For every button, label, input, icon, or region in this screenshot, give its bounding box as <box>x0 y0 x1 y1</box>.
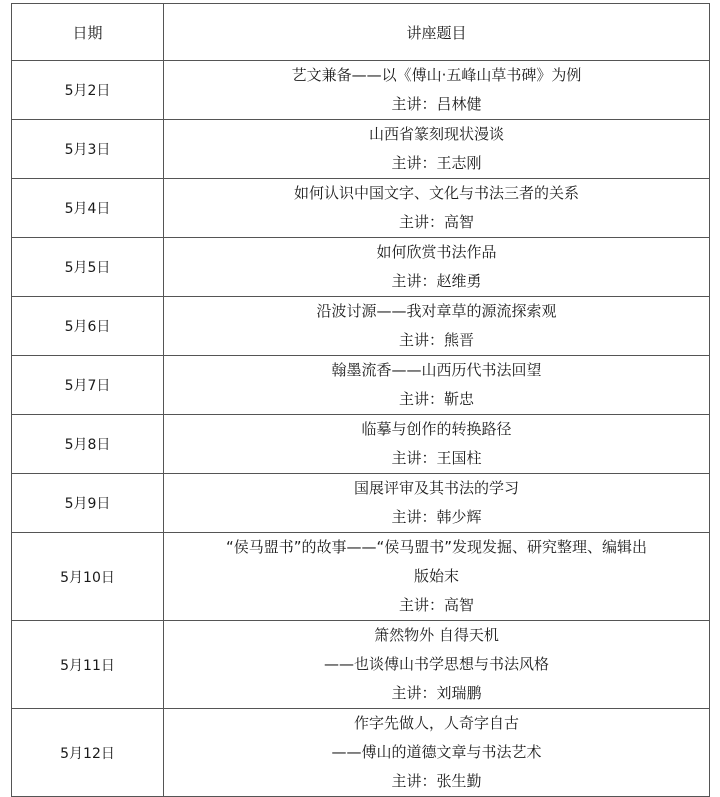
table-row <box>12 238 710 297</box>
title-cell <box>164 356 710 415</box>
header-title: 讲座题目 <box>164 4 710 61</box>
lecture-title-continued: 版始末 <box>413 567 459 585</box>
title-cell <box>164 474 710 533</box>
lecturer: 主讲：高智 <box>398 596 474 614</box>
lecture-subtitle: ——傅山的道德文章与书法艺术 <box>331 743 542 761</box>
lecturer: 主讲：韩少辉 <box>391 508 482 526</box>
date-cell: 5月8日 <box>12 415 164 474</box>
date-cell: 5月5日 <box>12 238 164 297</box>
lecture-title: “侯马盟书”的故事——“侯马盟书”发现发掘、研究整理、编辑出 <box>225 538 648 556</box>
table-row <box>12 61 710 120</box>
title-cell <box>164 621 710 709</box>
lecture-title: 作字先做人，人奇字自古 <box>353 714 519 732</box>
lecturer: 主讲：高智 <box>398 213 474 231</box>
title-cell <box>164 297 710 356</box>
title-cell <box>164 415 710 474</box>
table-row <box>12 297 710 356</box>
lecture-title: 如何欣赏书法作品 <box>376 243 497 261</box>
title-cell <box>164 533 710 621</box>
lecture-title: 沿波讨源——我对章草的源流探索观 <box>316 302 557 320</box>
table-row <box>12 621 710 709</box>
date-cell: 5月9日 <box>12 474 164 533</box>
table-row <box>12 415 710 474</box>
lecturer: 主讲：王国柱 <box>391 449 482 467</box>
date-cell: 5月2日 <box>12 61 164 120</box>
title-cell <box>164 709 710 797</box>
table-row <box>12 120 710 179</box>
lecturer: 主讲：刘瑞鹏 <box>391 684 482 702</box>
lecture-title: 国展评审及其书法的学习 <box>353 479 519 497</box>
header-date: 日期 <box>12 4 164 61</box>
title-cell <box>164 238 710 297</box>
table-row <box>12 474 710 533</box>
header-row <box>12 4 710 61</box>
table-row <box>12 709 710 797</box>
lecturer: 主讲：靳忠 <box>398 390 474 408</box>
lecturer: 主讲：赵维勇 <box>391 272 482 290</box>
lecture-title: 翰墨流香——山西历代书法回望 <box>331 361 542 379</box>
lecturer: 主讲：张生勤 <box>391 772 482 790</box>
title-cell <box>164 120 710 179</box>
date-cell: 5月10日 <box>12 533 164 621</box>
lecture-title: 箫然物外 自得天机 <box>374 626 499 644</box>
lecturer: 主讲：吕林健 <box>391 95 482 113</box>
lecture-title: 如何认识中国文字、文化与书法三者的关系 <box>293 184 579 202</box>
lecture-title: 山西省篆刻现状漫谈 <box>368 125 504 143</box>
date-cell: 5月6日 <box>12 297 164 356</box>
lecture-schedule-table <box>11 3 710 797</box>
lecture-subtitle: ——也谈傅山书学思想与书法风格 <box>323 655 549 673</box>
date-cell: 5月4日 <box>12 179 164 238</box>
title-cell <box>164 61 710 120</box>
date-cell: 5月7日 <box>12 356 164 415</box>
table-row <box>12 356 710 415</box>
date-cell: 5月12日 <box>12 709 164 797</box>
date-cell: 5月11日 <box>12 621 164 709</box>
date-cell: 5月3日 <box>12 120 164 179</box>
table-row <box>12 533 710 621</box>
title-cell <box>164 179 710 238</box>
lecturer: 主讲：王志刚 <box>391 154 482 172</box>
lecture-title: 临摹与创作的转换路径 <box>361 420 512 438</box>
table-row <box>12 179 710 238</box>
lecture-title: 艺文兼备——以《傅山·五峰山草书碑》为例 <box>291 66 582 84</box>
lecturer: 主讲：熊晋 <box>398 331 474 349</box>
